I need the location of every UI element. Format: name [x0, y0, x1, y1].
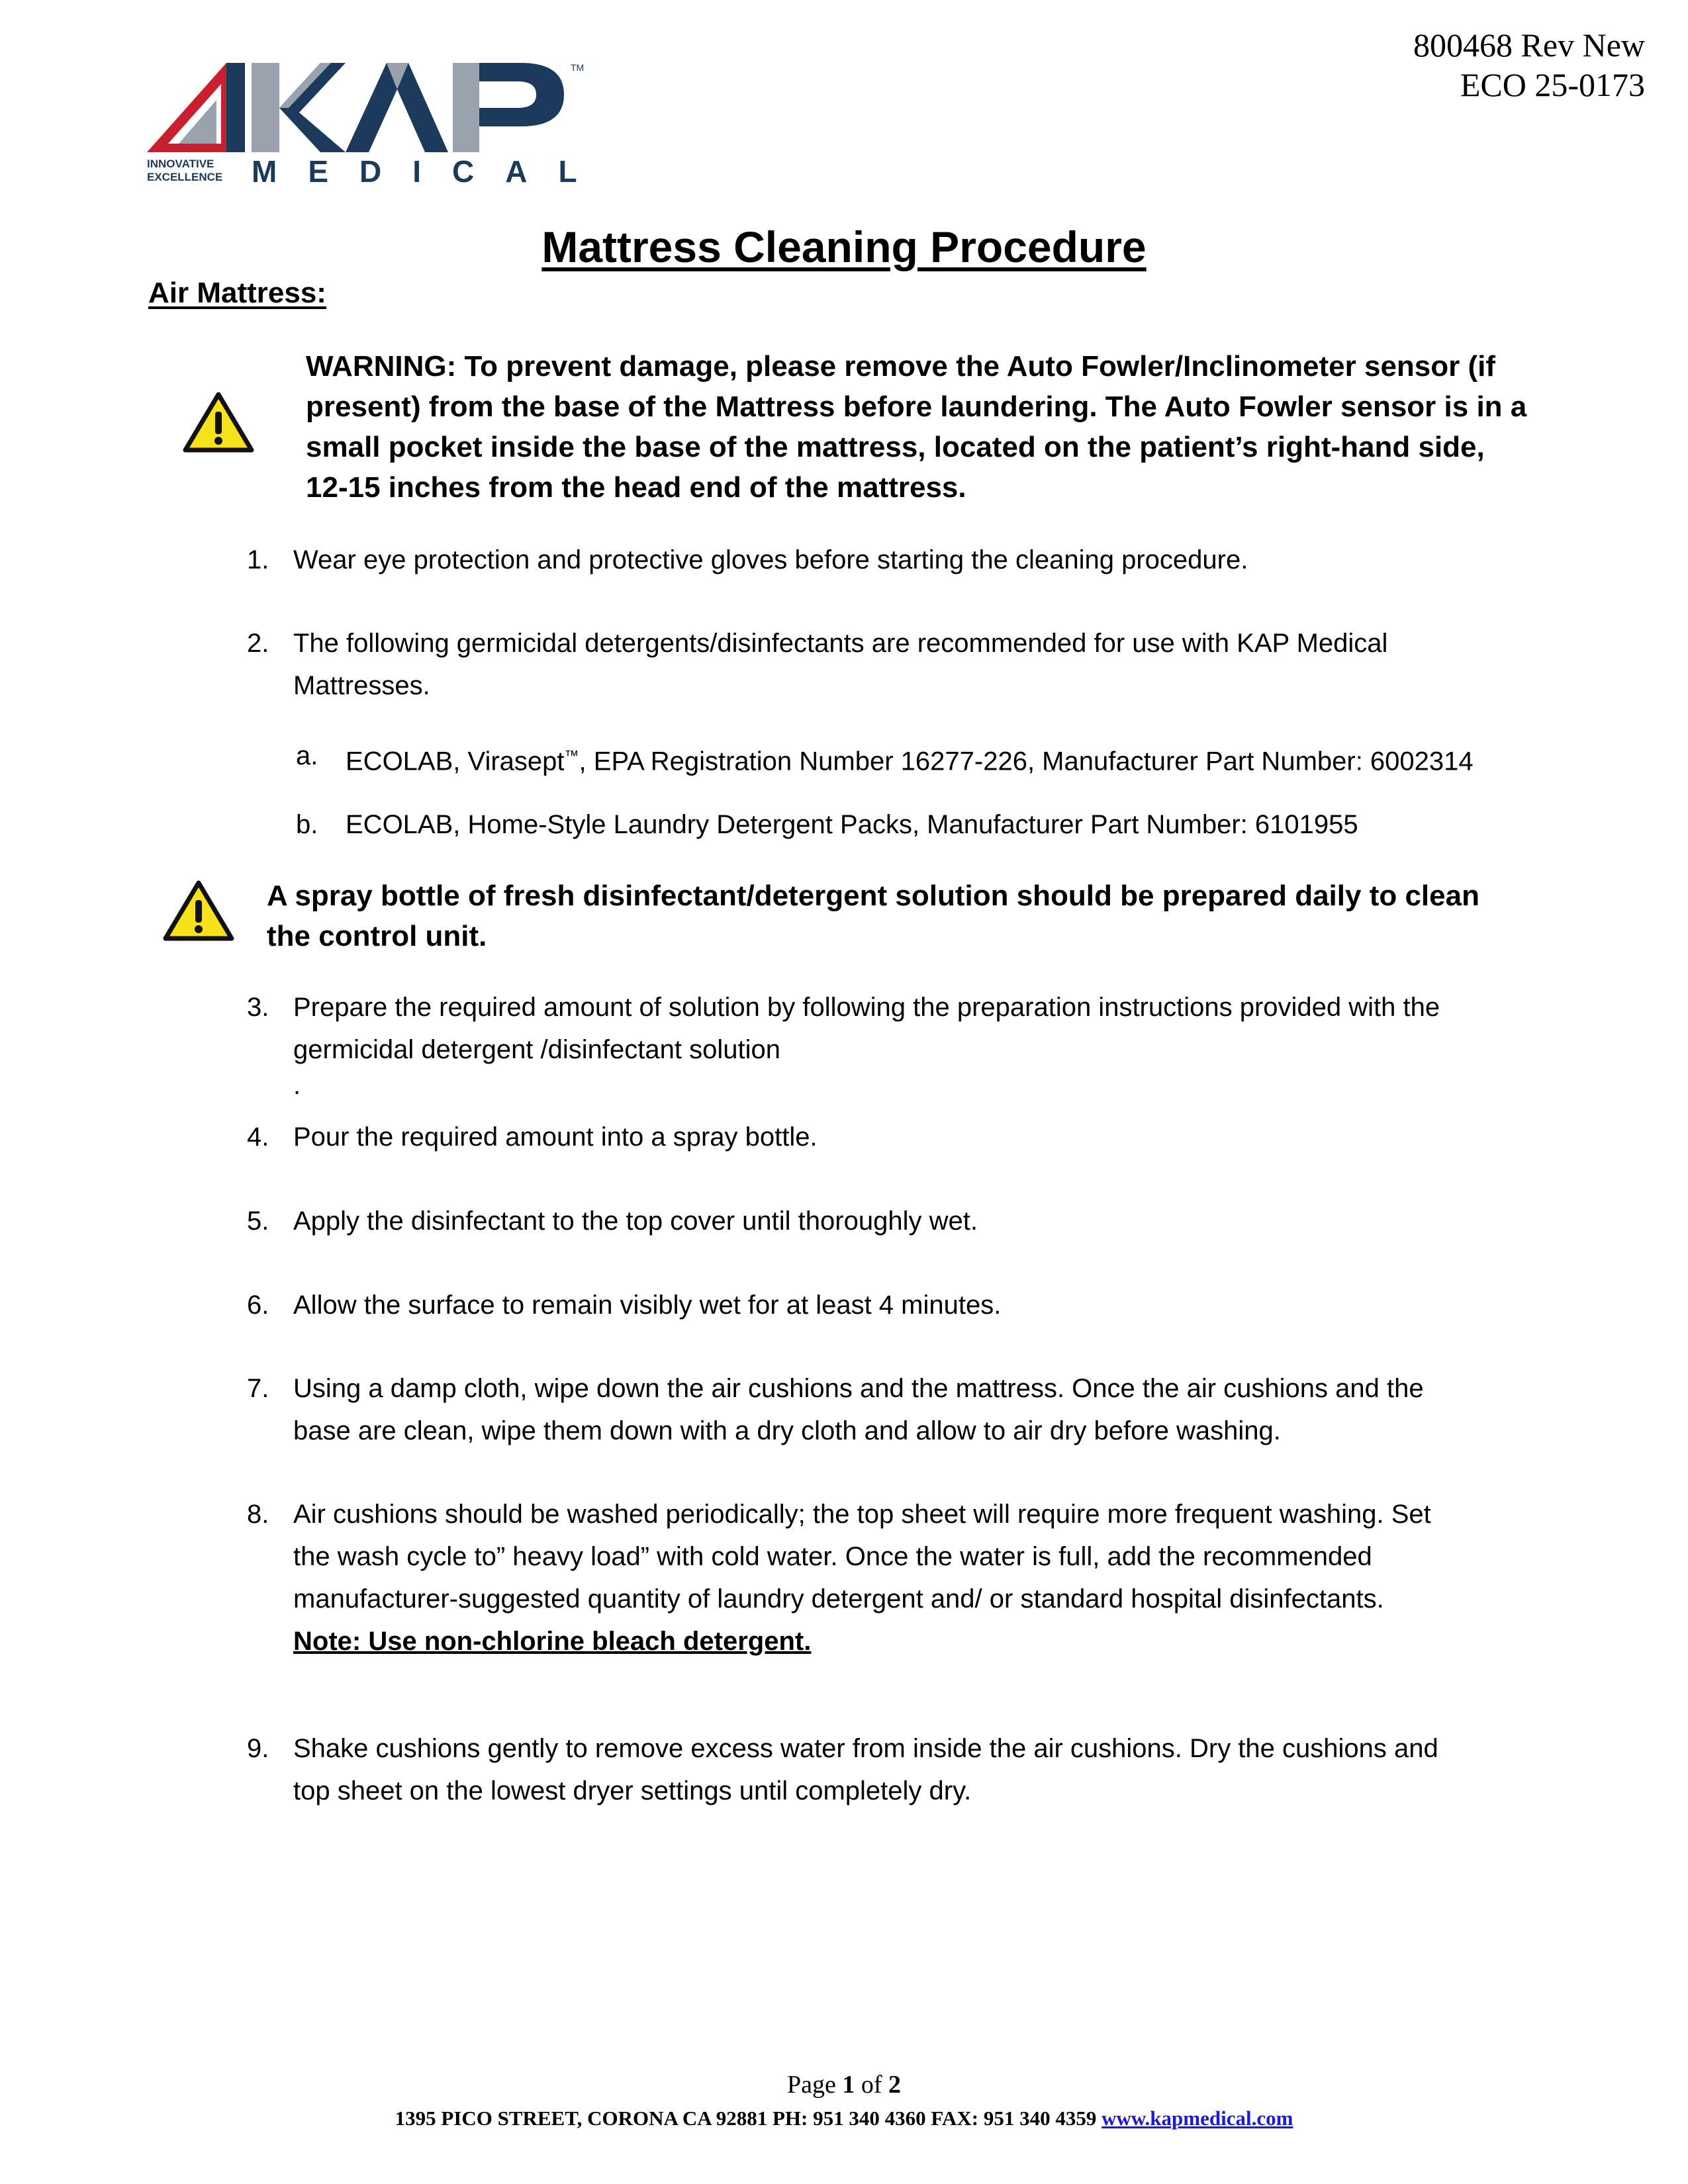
- step-letter: a.: [296, 741, 318, 770]
- svg-text:INNOVATIVE: INNOVATIVE: [147, 158, 214, 170]
- warning-line: the control unit.: [267, 920, 487, 952]
- step-number: 8.: [247, 1500, 269, 1529]
- warning-line: present) from the base of the Mattress before laundering. The Auto Fowler sensor is in a: [306, 390, 1527, 423]
- document-id: [1413, 25, 1645, 105]
- step-text: Air cushions should be washed periodically; the top sheet will require more frequent washing. Set: [293, 1500, 1431, 1529]
- warning-line: A spray bottle of fresh disinfectant/detergent solution should be prepared daily to clean: [267, 880, 1479, 912]
- step-text: Wear eye protection and protective gloves before starting the cleaning procedure.: [293, 545, 1248, 574]
- warning-line: small pocket inside the base of the mattress, located on the patient’s right-hand side,: [306, 431, 1485, 463]
- step-text: Prepare the required amount of solution by following the preparation instructions provided with the: [293, 993, 1440, 1022]
- step-text: Pour the required amount into a spray bottle.: [293, 1122, 818, 1152]
- step-text: base are clean, wipe them down with a dry cloth and allow to air dry before washing.: [293, 1416, 1281, 1445]
- step-text: Shake cushions gently to remove excess water from inside the air cushions. Dry the cushions and: [293, 1734, 1438, 1763]
- svg-text:EXCELLENCE: EXCELLENCE: [147, 171, 223, 183]
- trademark-symbol: ™: [564, 747, 579, 764]
- svg-text:MEDICAL: MEDICAL: [252, 154, 584, 189]
- step-number: 7.: [247, 1374, 269, 1403]
- step-text: .: [293, 1071, 301, 1100]
- step-letter: b.: [296, 810, 318, 839]
- page-current: 1: [842, 2071, 855, 2099]
- step-text: Apply the disinfectant to the top cover until thoroughly wet.: [293, 1206, 978, 1236]
- warning-icon: [183, 392, 254, 456]
- step-number: 2.: [247, 629, 269, 658]
- step-number: 6.: [247, 1291, 269, 1320]
- step-note: Note: Use non-chlorine bleach detergent.: [293, 1627, 812, 1656]
- page-number: [0, 2070, 1688, 2099]
- step-text: Mattresses.: [293, 671, 430, 700]
- step-number: 1.: [247, 545, 269, 574]
- step-text: ECOLAB, Home-Style Laundry Detergent Packs, Manufacturer Part Number: 6101955: [346, 810, 1358, 839]
- section-heading: Air Mattress:: [148, 277, 326, 309]
- step-number: 5.: [247, 1206, 269, 1236]
- step-text: top sheet on the lowest dryer settings until completely dry.: [293, 1776, 972, 1805]
- step-text: Allow the surface to remain visibly wet for at least 4 minutes.: [293, 1291, 1002, 1320]
- page-of: of: [855, 2071, 889, 2099]
- website-link[interactable]: www.kapmedical.com: [1102, 2107, 1293, 2130]
- step-text: the wash cycle to” heavy load” with cold water. Once the water is full, add the recommended: [293, 1542, 1372, 1571]
- step-number: 9.: [247, 1734, 269, 1763]
- page-label: Page: [786, 2071, 843, 2099]
- step-text: germicidal detergent /disinfectant solution: [293, 1035, 780, 1064]
- warning-text: [267, 876, 1479, 956]
- eco-number: ECO 25-0173: [1460, 66, 1645, 103]
- step-text: manufacturer-suggested quantity of laundry detergent and/ or standard hospital disinfectants.: [293, 1584, 1384, 1614]
- step-number: 3.: [247, 993, 269, 1022]
- address-text: 1395 PICO STREET, CORONA CA 92881 PH: 951 340 4360 FAX: 951 340 4359: [395, 2107, 1102, 2130]
- footer-address: [0, 2107, 1688, 2130]
- warning-line: WARNING: To prevent damage, please remove the Auto Fowler/Inclinometer sensor (if: [306, 350, 1496, 383]
- step-text: Using a damp cloth, wipe down the air cushions and the mattress. Once the air cushions and the: [293, 1374, 1424, 1403]
- doc-number: 800468 Rev New: [1413, 26, 1645, 64]
- step-text: ECOLAB, Virasept: [346, 747, 565, 776]
- svg-text:TM: TM: [571, 62, 584, 73]
- warning-text: [306, 346, 1526, 508]
- kap-medical-logo: [147, 56, 584, 189]
- warning-icon: [163, 880, 234, 944]
- step-text: , EPA Registration Number 16277-226, Manufacturer Part Number: 6002314: [579, 747, 1474, 776]
- page-total: 2: [888, 2071, 902, 2099]
- step-text: The following germicidal detergents/disinfectants are recommended for use with KAP Medical: [293, 629, 1388, 658]
- step-number: 4.: [247, 1122, 269, 1152]
- page-title: Mattress Cleaning Procedure: [541, 222, 1147, 271]
- warning-line: 12-15 inches from the head end of the mattress.: [306, 471, 966, 504]
